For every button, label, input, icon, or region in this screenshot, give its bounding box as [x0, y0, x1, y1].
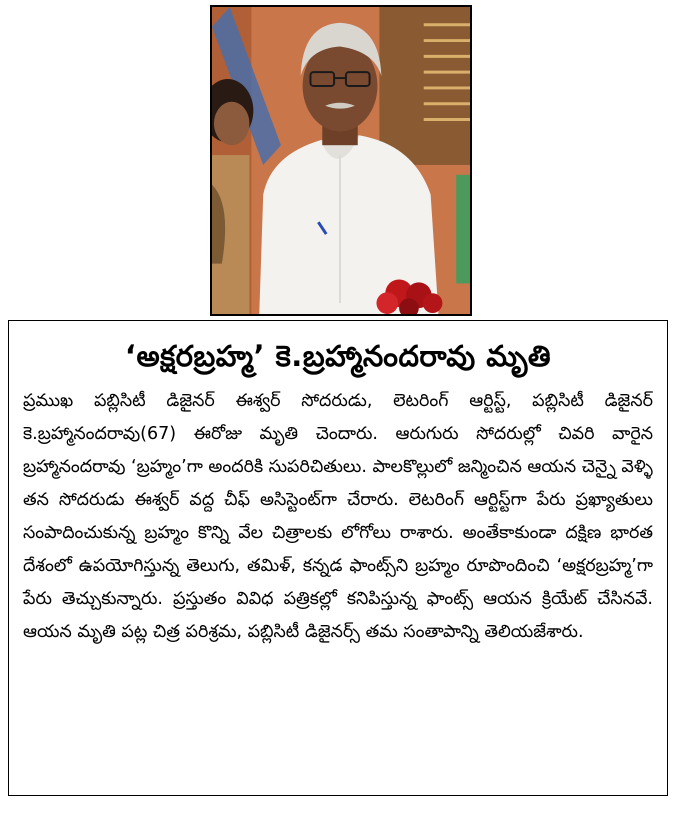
article-headline: ‘అక్షరబ్రహ్మ’ కె.బ్రహ్మానందరావు మృతి	[124, 339, 552, 373]
article-box	[8, 320, 668, 796]
article-body: ప్రముఖ పబ్లిసిటీ డిజైనర్ ఈశ్వర్ సోదరుడు, లెటరింగ్ ఆర్టిస్ట్, పబ్లిసిటీ డిజైనర్ కె.బ్రహ్మానందరావు(67) ఈరోజు మృతి చెందారు. ఆరుగురు సోదరుల్లో చివరి వారైన బ్రహ్మానందరావు ‘బ్రహ్మం’గా అందరికి సుపరిచితులు. పాలకొల్లులో జన్మించిన ఆయన చెన్నై వెళ్ళి తన సోదరుడు ఈశ్వర్ వద్ద చీఫ్ అసిస్టెంట్‌గా చేరారు. లెటరింగ్ ఆర్టిస్ట్‌గా పేరు ప్రఖ్యాతులు సంపాదించుకున్న బ్రహ్మం కొన్ని వేల చిత్రాలకు లోగోలు రాశారు. అంతేకాకుండా దక్షిణ భారత దేశంలో ఉపయోగిస్తున్న తెలుగు, తమిళ్, కన్నడ ఫాంట్స్‌ని బ్రహ్మం రూపొందించి ‘అక్షరబ్రహ్మ’గా పేరు తెచ్చుకున్నారు. ప్రస్తుతం వివిధ పత్రికల్లో కనిపిస్తున్న ఫాంట్స్ ఆయన క్రియేట్ చేసినవే. ఆయన మృతి పట్ల చిత్ర పరిశ్రమ, పబ్లిసిటీ డిజైనర్స్ తమ సంతాపాన్ని తెలియజేశారు.	[23, 391, 653, 642]
portrait-photo	[210, 5, 472, 316]
portrait-illustration	[212, 7, 470, 314]
